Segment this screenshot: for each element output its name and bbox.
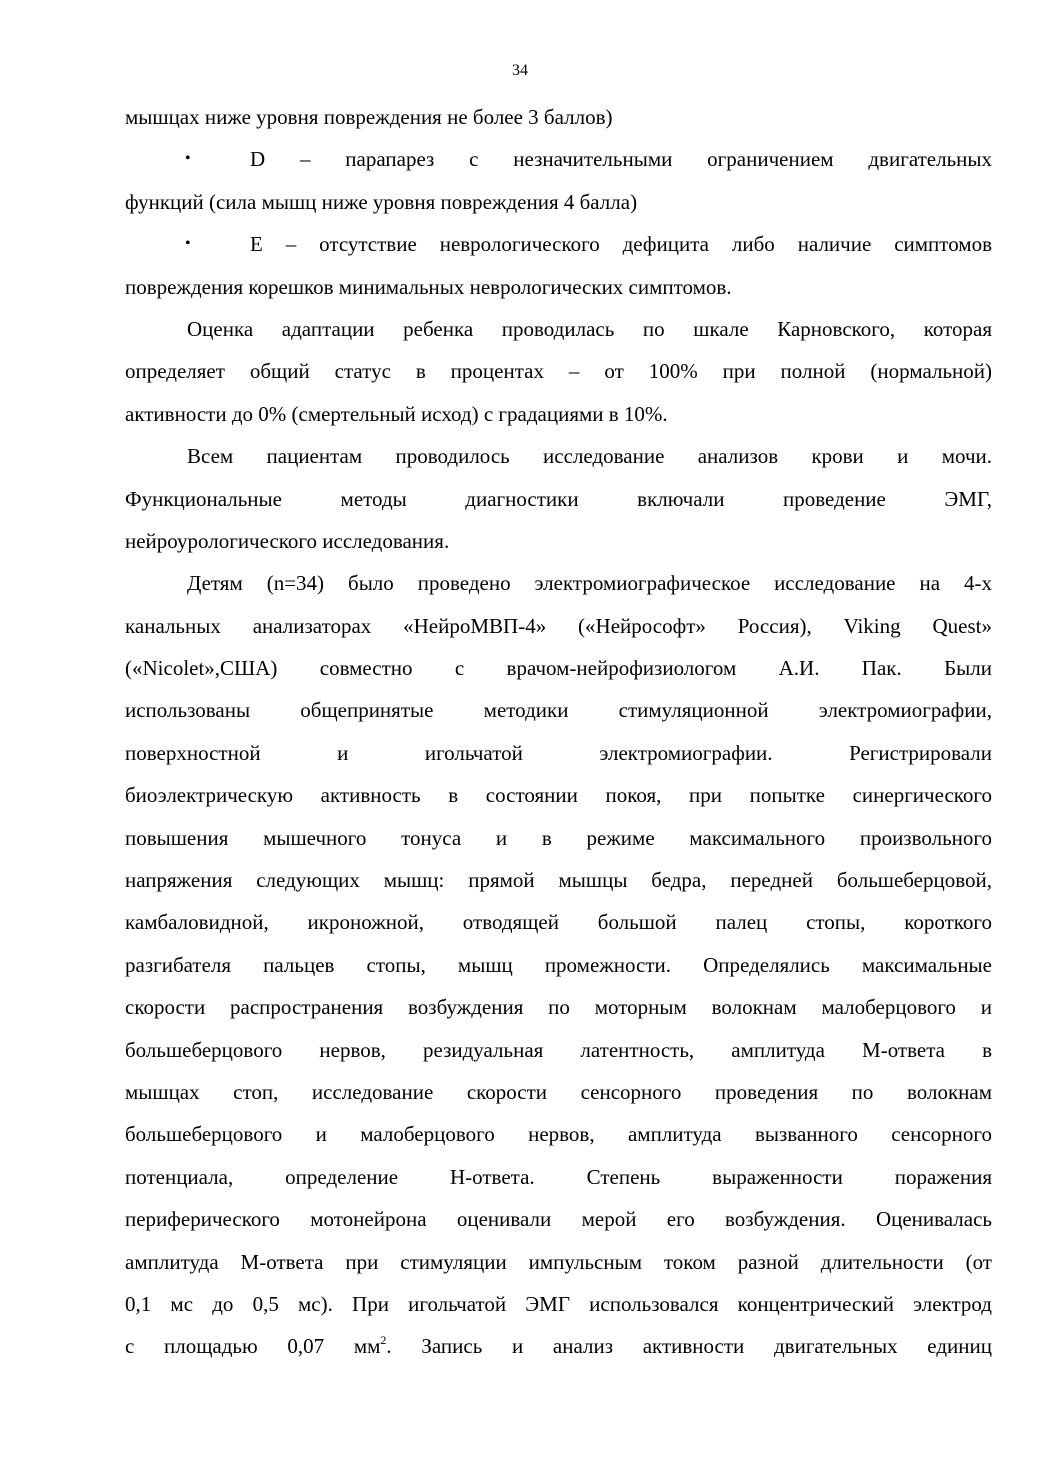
text-line: поверхностной и игольчатой электромиографии. Регистрировали (125, 740, 992, 765)
bullet-item-d (125, 138, 992, 180)
text-line: камбаловидной, икроножной, отводящей большой палец стопы, короткого (125, 910, 992, 935)
text-segment: . Запись и анализ активности двигательных единиц (386, 1334, 992, 1359)
text-line: определяет общий статус в процентах – от 100% при полной (нормальной) (125, 359, 992, 384)
text-line: использованы общепринятые методики стимуляционной электромиографии, (125, 698, 992, 723)
text-line: Функциональные методы диагностики включали проведение ЭМГ, (125, 486, 992, 511)
paragraph-start: Детям (n=34) было проведено электромиографическое исследование на 4-х (187, 571, 992, 596)
text-line: потенциала, определение Н-ответа. Степень выраженности поражения (125, 1164, 992, 1189)
text-line: мышцах ниже уровня повреждения не более 3 баллов) (125, 105, 613, 129)
superscript: 2 (380, 1333, 387, 1348)
page-number: 34 (512, 62, 528, 79)
text-line: повышения мышечного тонуса и в режиме максимального произвольного (125, 825, 992, 850)
paragraph-start: Оценка адаптации ребенка проводилась по шкале Карновского, которая (187, 316, 992, 341)
bullet-icon: • (185, 150, 191, 168)
paragraph-start: Всем пациентам проводилось исследование анализов крови и мочи. (187, 444, 992, 469)
text-line: скорости распространения возбуждения по моторным волокнам малоберцового и (125, 995, 992, 1020)
text-line: разгибателя пальцев стопы, мышц промежности. Определялись максимальные (125, 952, 992, 977)
text-line: нейроурологического исследования. (125, 528, 450, 553)
text-line: D – парапарез с незначительными ограничением двигательных (250, 147, 992, 172)
text-line: функций (сила мышц ниже уровня повреждения 4 балла) (125, 189, 638, 214)
text-line: напряжения следующих мышц: прямой мышцы бедра, передней большеберцовой, (125, 868, 992, 893)
text-line: («Nicolet»,США) совместно с врачом-нейрофизиологом А.И. Пак. Были (125, 656, 992, 681)
text-line-with-superscript (125, 1325, 992, 1367)
text-line: E – отсутствие неврологического дефицита либо наличие симптомов (250, 232, 992, 257)
text-line: большеберцового нервов, резидуальная латентность, амплитуда М-ответа в (125, 1037, 992, 1062)
text-line: биоэлектрическую активность в состоянии покоя, при попытке синергического (125, 783, 992, 808)
body-text (125, 96, 992, 1368)
text-line: активности до 0% (смертельный исход) с градациями в 10%. (125, 401, 668, 426)
text-line: 0,1 мс до 0,5 мс). При игольчатой ЭМГ использовался концентрический электрод (125, 1291, 992, 1316)
text-line: повреждения корешков минимальных неврологических симптомов. (125, 274, 732, 299)
bullet-item-e (125, 223, 992, 265)
text-line: периферического мотонейрона оценивали мерой его возбуждения. Оценивалась (125, 1207, 992, 1232)
text-line: большеберцового и малоберцового нервов, амплитуда вызванного сенсорного (125, 1122, 992, 1147)
text-line: канальных анализаторах «НейроМВП-4» («Нейрософт» Россия), Viking Quest» (125, 613, 992, 638)
text-line: мышцах стоп, исследование скорости сенсорного проведения по волокнам (125, 1079, 992, 1104)
text-segment: с площадью 0,07 мм (125, 1334, 381, 1359)
bullet-icon: • (185, 235, 191, 253)
text-line: амплитуда М-ответа при стимуляции импульсным током разной длительности (от (125, 1249, 992, 1274)
